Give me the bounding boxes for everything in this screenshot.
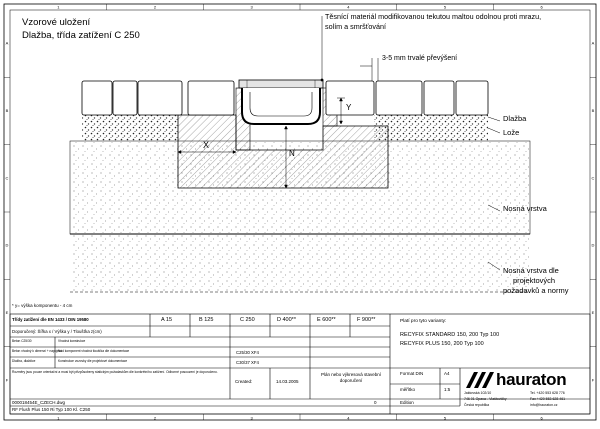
concrete-surround: [178, 115, 388, 188]
dimension-x: X: [203, 140, 210, 150]
drawing-file: 000018454E_CZECH.dwg: [12, 400, 66, 405]
frame-row-marker: E: [5, 310, 9, 316]
frame-column-marker: 5: [443, 4, 447, 10]
frame-row-marker: E: [591, 310, 595, 316]
title-line-1: Vzorové uložení: [22, 17, 91, 28]
product-1: RECYFIX STANDARD 150, 200 Typ 100: [400, 332, 500, 338]
channel-grate: [239, 80, 323, 88]
frame-column-marker: 4: [347, 415, 350, 421]
drawing-title: RF Flush Plus 150 Ri Typ 100 Kl. C250: [12, 407, 91, 412]
dimension-n: N: [289, 149, 295, 158]
class-a15: A 15: [161, 317, 173, 323]
paving-label: Dlažba: [503, 114, 527, 123]
product-2: RECYFIX PLUS 150, 200 Typ 100: [400, 341, 484, 347]
scale-value: 1:5: [444, 387, 451, 392]
drawing-date: 14.03.2005: [276, 379, 299, 384]
norm-header: Třídy zatížení dle EN 1433 / DIN 19580: [12, 317, 89, 322]
drainage-channel: [239, 80, 323, 124]
address-line-1: Jaktovská 102/10: [464, 391, 492, 395]
address-line-2: 746 01 Opava - Vlaštovičky: [464, 397, 507, 401]
edition-label: Edition: [400, 400, 414, 405]
frame-column-marker: 4: [347, 4, 350, 10]
channel-body: [242, 88, 320, 124]
revision: 0: [374, 400, 377, 405]
frame-column-marker: 6: [540, 4, 543, 10]
class-f900: F 900**: [357, 317, 376, 323]
class-b125: B 125: [199, 317, 214, 323]
class-c250: C 250: [240, 317, 255, 323]
class-d400: D 400**: [277, 317, 296, 323]
subbase-layer: [70, 234, 530, 292]
created-label: Created:: [235, 379, 253, 384]
frame-row-marker: C: [5, 175, 9, 181]
sealing-label-line-1: Těsnící materiál modifikovanou tekutou maltou odolnou proti mrazu,: [325, 12, 542, 21]
bed-layer-left: [82, 115, 178, 141]
row-b-text: Nad komponent vhodná tloušťka dle dokumentace: [58, 349, 130, 353]
frame-column-marker: 1: [57, 415, 60, 421]
frame-column-marker: 3: [250, 4, 253, 10]
row-a-text: Vhodná konstrukce: [58, 339, 86, 343]
subbase-label-line-2: projektových: [513, 276, 556, 285]
frame-column-marker: 2: [153, 4, 157, 10]
email: info@hauraton.cz: [530, 403, 558, 407]
drawing-stamp: Plán nebo výkresová stavební doporučení: [320, 372, 382, 383]
row-b-label: Beton vhodný k dimenzi + napojení: [12, 349, 62, 353]
subbase-label-line-3: požadavků a normy: [503, 286, 569, 295]
concrete-row-label: Doporučený: Šířka x / Výška y / Tloušťka z(cm): [12, 329, 102, 334]
frame-row-marker: D: [591, 242, 595, 248]
frame-row-marker: A: [5, 40, 9, 46]
frame-column-marker: 3: [250, 415, 253, 421]
frame-row-marker: D: [5, 242, 9, 248]
concrete-value-1: C25/30 XF4: [236, 350, 259, 355]
frame-row-marker: C: [591, 175, 595, 181]
notes-text: Rozměry jsou pouze orientační a musí být přizpůsobeny statickým požadavkům dle konkrétního zatížení. Odborné posouzení je doporučeno.: [12, 370, 218, 374]
concrete-value-2: C30/37 XF4: [236, 360, 259, 365]
suitable-title: Platí pro tyto varianty:: [400, 319, 447, 324]
frame-column-marker: 6: [540, 415, 543, 421]
phone: Tel. +420 553 628 776: [530, 391, 565, 395]
subbase-label-line-1: Nosná vrstva dle: [503, 266, 559, 275]
frame-row-marker: B: [591, 108, 595, 114]
frame-row-marker: A: [591, 40, 595, 46]
base-label: Nosná vrstva: [503, 204, 547, 213]
row-c-label: Dlažba, dlaždice: [12, 359, 36, 363]
frame-column-marker: 5: [443, 415, 447, 421]
bed-layer-right: [374, 115, 488, 141]
fax: Fax +420 553 628 461: [530, 397, 566, 401]
bed-label: Lože: [503, 128, 520, 137]
frame-row-marker: F: [5, 377, 9, 383]
format-label: Format DIN: [400, 371, 424, 376]
frame-column-marker: 2: [153, 415, 157, 421]
title-line-2: Dlažba, třída zatížení C 250: [22, 30, 140, 41]
sealing-label-line-2: solím a smršťování: [325, 22, 387, 31]
row-a-label: Beton C25/30: [12, 339, 32, 343]
hauraton-logo: [466, 372, 494, 388]
overlap-label: 3-5 mm trvalé převýšení: [382, 55, 458, 62]
frame-column-marker: 1: [57, 4, 60, 10]
address-line-3: Česká republika: [464, 403, 490, 407]
scale-label: měřítko: [400, 387, 416, 392]
row-c-text: Konstrukce vozovky dle projektové dokumentace: [58, 359, 128, 363]
company-name: hauraton: [496, 370, 567, 389]
footnote: * y= výška komponentu - 4 cm: [12, 303, 73, 308]
class-e600: E 600**: [317, 317, 336, 323]
frame-row-marker: F: [591, 377, 595, 383]
frame-row-marker: B: [5, 108, 9, 114]
format-value: A4: [444, 371, 450, 376]
dimension-y: Y: [346, 103, 352, 112]
